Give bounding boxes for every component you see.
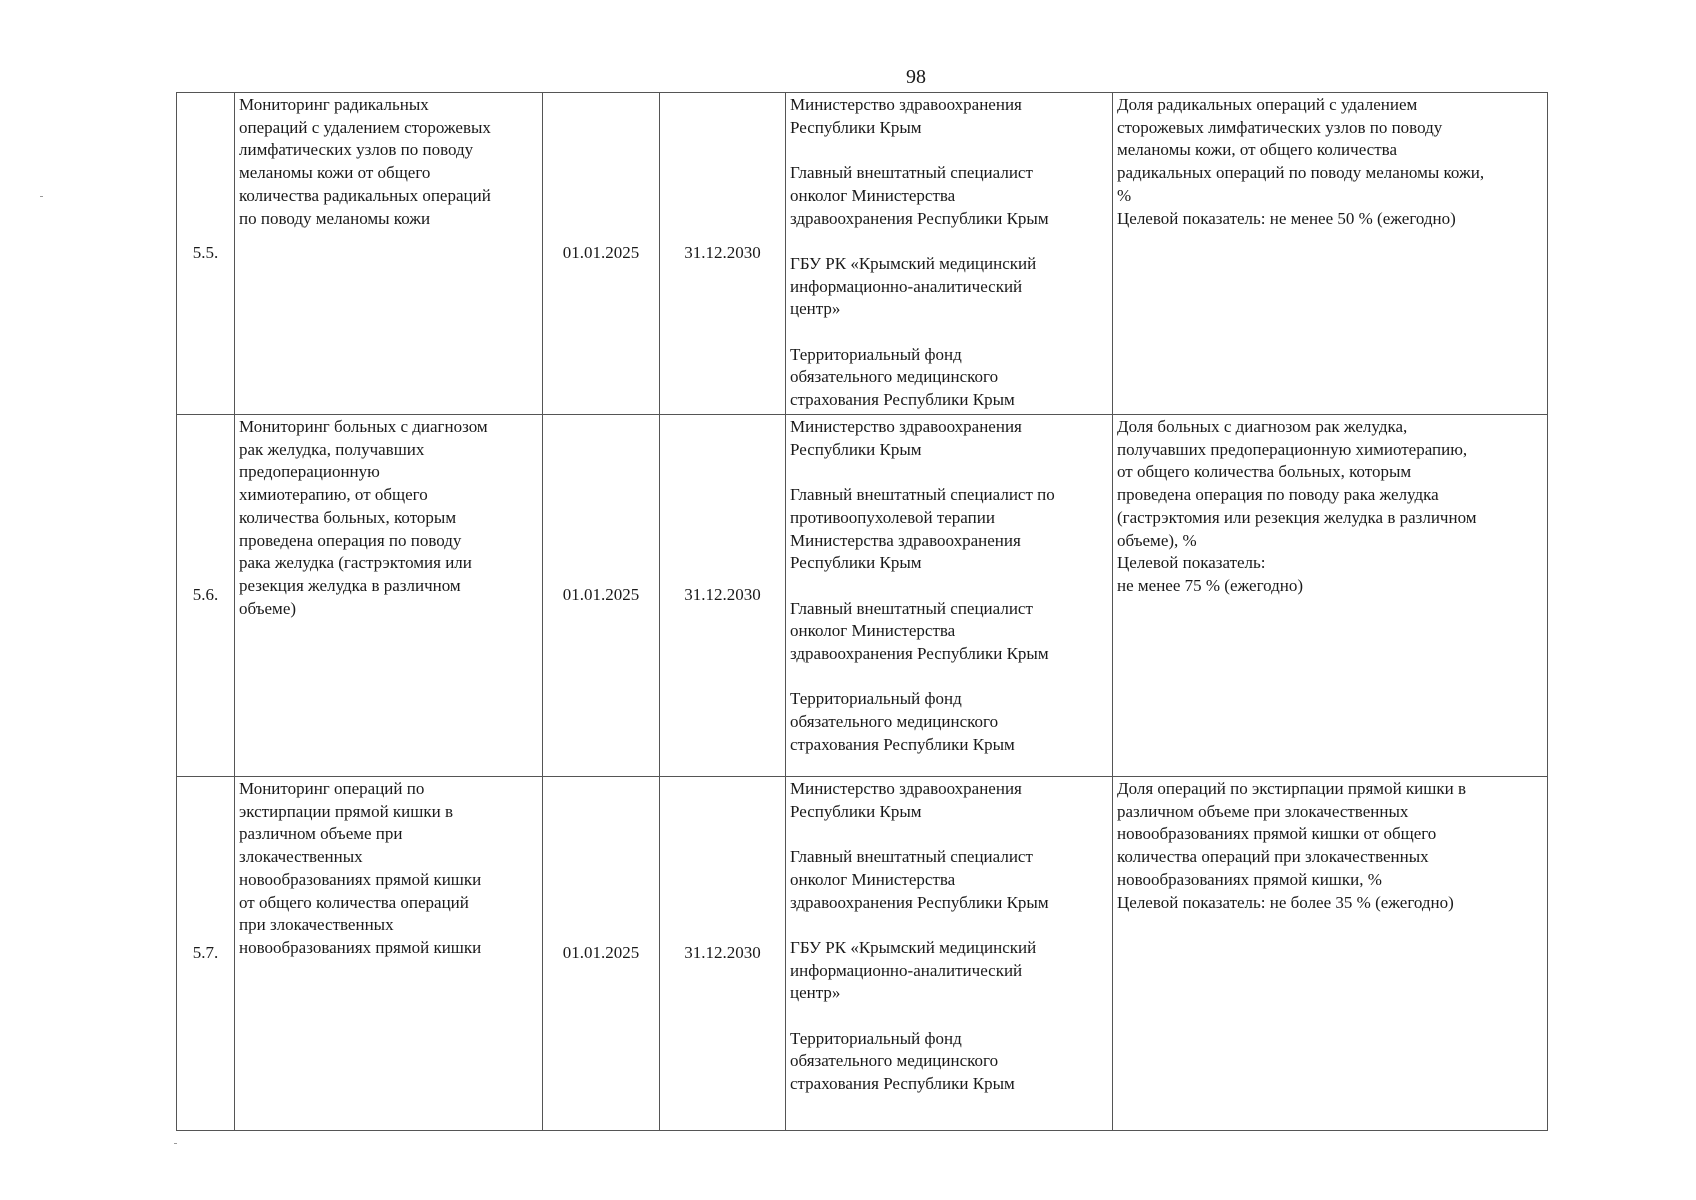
responsible-line: Главный внештатный специалист по <box>790 485 1055 505</box>
responsible-line: обязательного медицинского <box>790 1051 999 1071</box>
table-row <box>177 777 1548 1131</box>
responsible-cell <box>786 777 1113 1131</box>
row-number: 5.7. <box>177 777 235 1131</box>
responsible-line: Республики Крым <box>790 553 922 573</box>
event-line: по поводу меланомы кожи <box>239 208 431 228</box>
responsible-line: Республики Крым <box>790 439 922 459</box>
responsible-line: Территориальный фонд <box>790 689 962 709</box>
indicator-line: объеме), % <box>1117 530 1197 550</box>
event-line: злокачественных <box>239 847 363 867</box>
indicator-line: Доля радикальных операций с удалением <box>1117 95 1418 114</box>
indicator-line: проведена операция по поводу рака желудка <box>1117 485 1439 505</box>
responsible-line: здравоохранения Республики Крым <box>790 208 1049 228</box>
event-line: Мониторинг больных с диагнозом <box>239 417 488 436</box>
responsible-line: Территориальный фонд <box>790 344 962 364</box>
event-line: новообразованиях прямой кишки <box>239 869 482 889</box>
responsible-line: обязательного медицинского <box>790 712 999 732</box>
indicator-cell <box>1113 415 1548 777</box>
event-line: от общего количества операций <box>239 892 469 912</box>
indicator-line: % <box>1117 185 1132 205</box>
measures-table <box>176 92 1548 1131</box>
responsible-cell <box>786 415 1113 777</box>
indicator-line: (гастрэктомия или резекция желудка в различном <box>1117 507 1477 527</box>
event-line: операций с удалением сторожевых <box>239 117 491 137</box>
indicator-line: количества операций при злокачественных <box>1117 847 1429 867</box>
responsible-line: онколог Министерства <box>790 185 956 205</box>
indicator-line: радикальных операций по поводу меланомы кожи, <box>1117 163 1485 183</box>
responsible-line: Республики Крым <box>790 801 922 821</box>
scan-speck <box>40 196 43 197</box>
responsible-line: страхования Республики Крым <box>790 390 1015 410</box>
responsible-cell <box>786 93 1113 415</box>
event-line: количества радикальных операций <box>239 185 491 205</box>
responsible-line: здравоохранения Республики Крым <box>790 644 1049 663</box>
event-line: объеме) <box>239 598 297 618</box>
responsible-line: страхования Республики Крым <box>790 734 1015 754</box>
indicator-line: Доля операций по экстирпации прямой кишки в <box>1117 779 1466 798</box>
start-date: 01.01.2025 <box>543 93 660 415</box>
responsible-line: Главный внештатный специалист <box>790 163 1033 183</box>
responsible-line: Министерство здравоохранения <box>790 95 1022 114</box>
responsible-line: центр» <box>790 983 841 1003</box>
responsible-line: противоопухолевой терапии <box>790 507 995 527</box>
indicator-line: Целевой показатель: не менее 50 % (ежегодно) <box>1117 208 1456 228</box>
table-row <box>177 93 1548 415</box>
end-date: 31.12.2030 <box>660 777 786 1131</box>
indicator-line: меланомы кожи, от общего количества <box>1117 140 1397 160</box>
indicator-cell <box>1113 93 1548 415</box>
indicator-line: получавших предоперационную химиотерапию, <box>1117 439 1468 459</box>
event-line: рака желудка (гастрэктомия или <box>239 553 472 573</box>
indicator-line: Доля больных с диагнозом рак желудка, <box>1117 417 1408 436</box>
event-line: рак желудка, получавших <box>239 439 425 459</box>
indicator-line: новообразованиях прямой кишки, % <box>1117 869 1382 889</box>
responsible-line: Министерство здравоохранения <box>790 779 1022 798</box>
responsible-line: онколог Министерства <box>790 869 956 889</box>
row-number: 5.6. <box>177 415 235 777</box>
responsible-line: ГБУ РК «Крымский медицинский <box>790 937 1037 957</box>
event-line: при злокачественных <box>239 915 394 935</box>
indicator-line: новообразованиях прямой кишки от общего <box>1117 824 1437 844</box>
responsible-line: информационно-аналитический <box>790 960 1023 980</box>
responsible-line: Министерства здравоохранения <box>790 530 1021 550</box>
responsible-line: информационно-аналитический <box>790 276 1023 296</box>
responsible-line: Министерство здравоохранения <box>790 417 1022 436</box>
indicator-line: Целевой показатель: не более 35 % (ежегодно) <box>1117 892 1454 912</box>
indicator-line: не менее 75 % (ежегодно) <box>1117 575 1304 595</box>
scan-speck <box>174 1143 177 1144</box>
row-number: 5.5. <box>177 93 235 415</box>
responsible-line: Территориальный фонд <box>790 1028 962 1048</box>
end-date: 31.12.2030 <box>660 415 786 777</box>
start-date: 01.01.2025 <box>543 415 660 777</box>
indicator-line: Целевой показатель: <box>1117 553 1266 573</box>
indicator-cell <box>1113 777 1548 1131</box>
responsible-line: Республики Крым <box>790 117 922 137</box>
responsible-line: здравоохранения Республики Крым <box>790 892 1049 912</box>
indicator-line: сторожевых лимфатических узлов по поводу <box>1117 117 1443 137</box>
event-line: меланомы кожи от общего <box>239 163 431 183</box>
event-cell <box>235 777 543 1131</box>
end-date: 31.12.2030 <box>660 93 786 415</box>
responsible-line: обязательного медицинского <box>790 367 999 387</box>
responsible-line: центр» <box>790 299 841 319</box>
event-line: количества больных, которым <box>239 507 457 527</box>
event-line: Мониторинг операций по <box>239 779 425 798</box>
event-line: новообразованиях прямой кишки <box>239 937 482 957</box>
responsible-line: Главный внештатный специалист <box>790 847 1033 867</box>
event-line: резекция желудка в различном <box>239 575 461 595</box>
responsible-line: страхования Республики Крым <box>790 1074 1015 1094</box>
event-line: различном объеме при <box>239 824 403 844</box>
event-line: предоперационную <box>239 462 380 482</box>
responsible-line: Главный внештатный специалист <box>790 598 1033 618</box>
page-number: 98 <box>906 66 926 88</box>
event-line: Мониторинг радикальных <box>239 95 429 114</box>
event-line: экстирпации прямой кишки в <box>239 801 453 821</box>
indicator-line: различном объеме при злокачественных <box>1117 801 1409 821</box>
responsible-line: онколог Министерства <box>790 621 956 641</box>
table-row <box>177 415 1548 777</box>
responsible-line: ГБУ РК «Крымский медицинский <box>790 253 1037 273</box>
event-line: химиотерапию, от общего <box>239 485 428 505</box>
event-line: лимфатических узлов по поводу <box>239 140 474 160</box>
event-line: проведена операция по поводу <box>239 530 462 550</box>
indicator-line: от общего количества больных, которым <box>1117 462 1412 482</box>
event-cell <box>235 93 543 415</box>
event-cell <box>235 415 543 777</box>
start-date: 01.01.2025 <box>543 777 660 1131</box>
